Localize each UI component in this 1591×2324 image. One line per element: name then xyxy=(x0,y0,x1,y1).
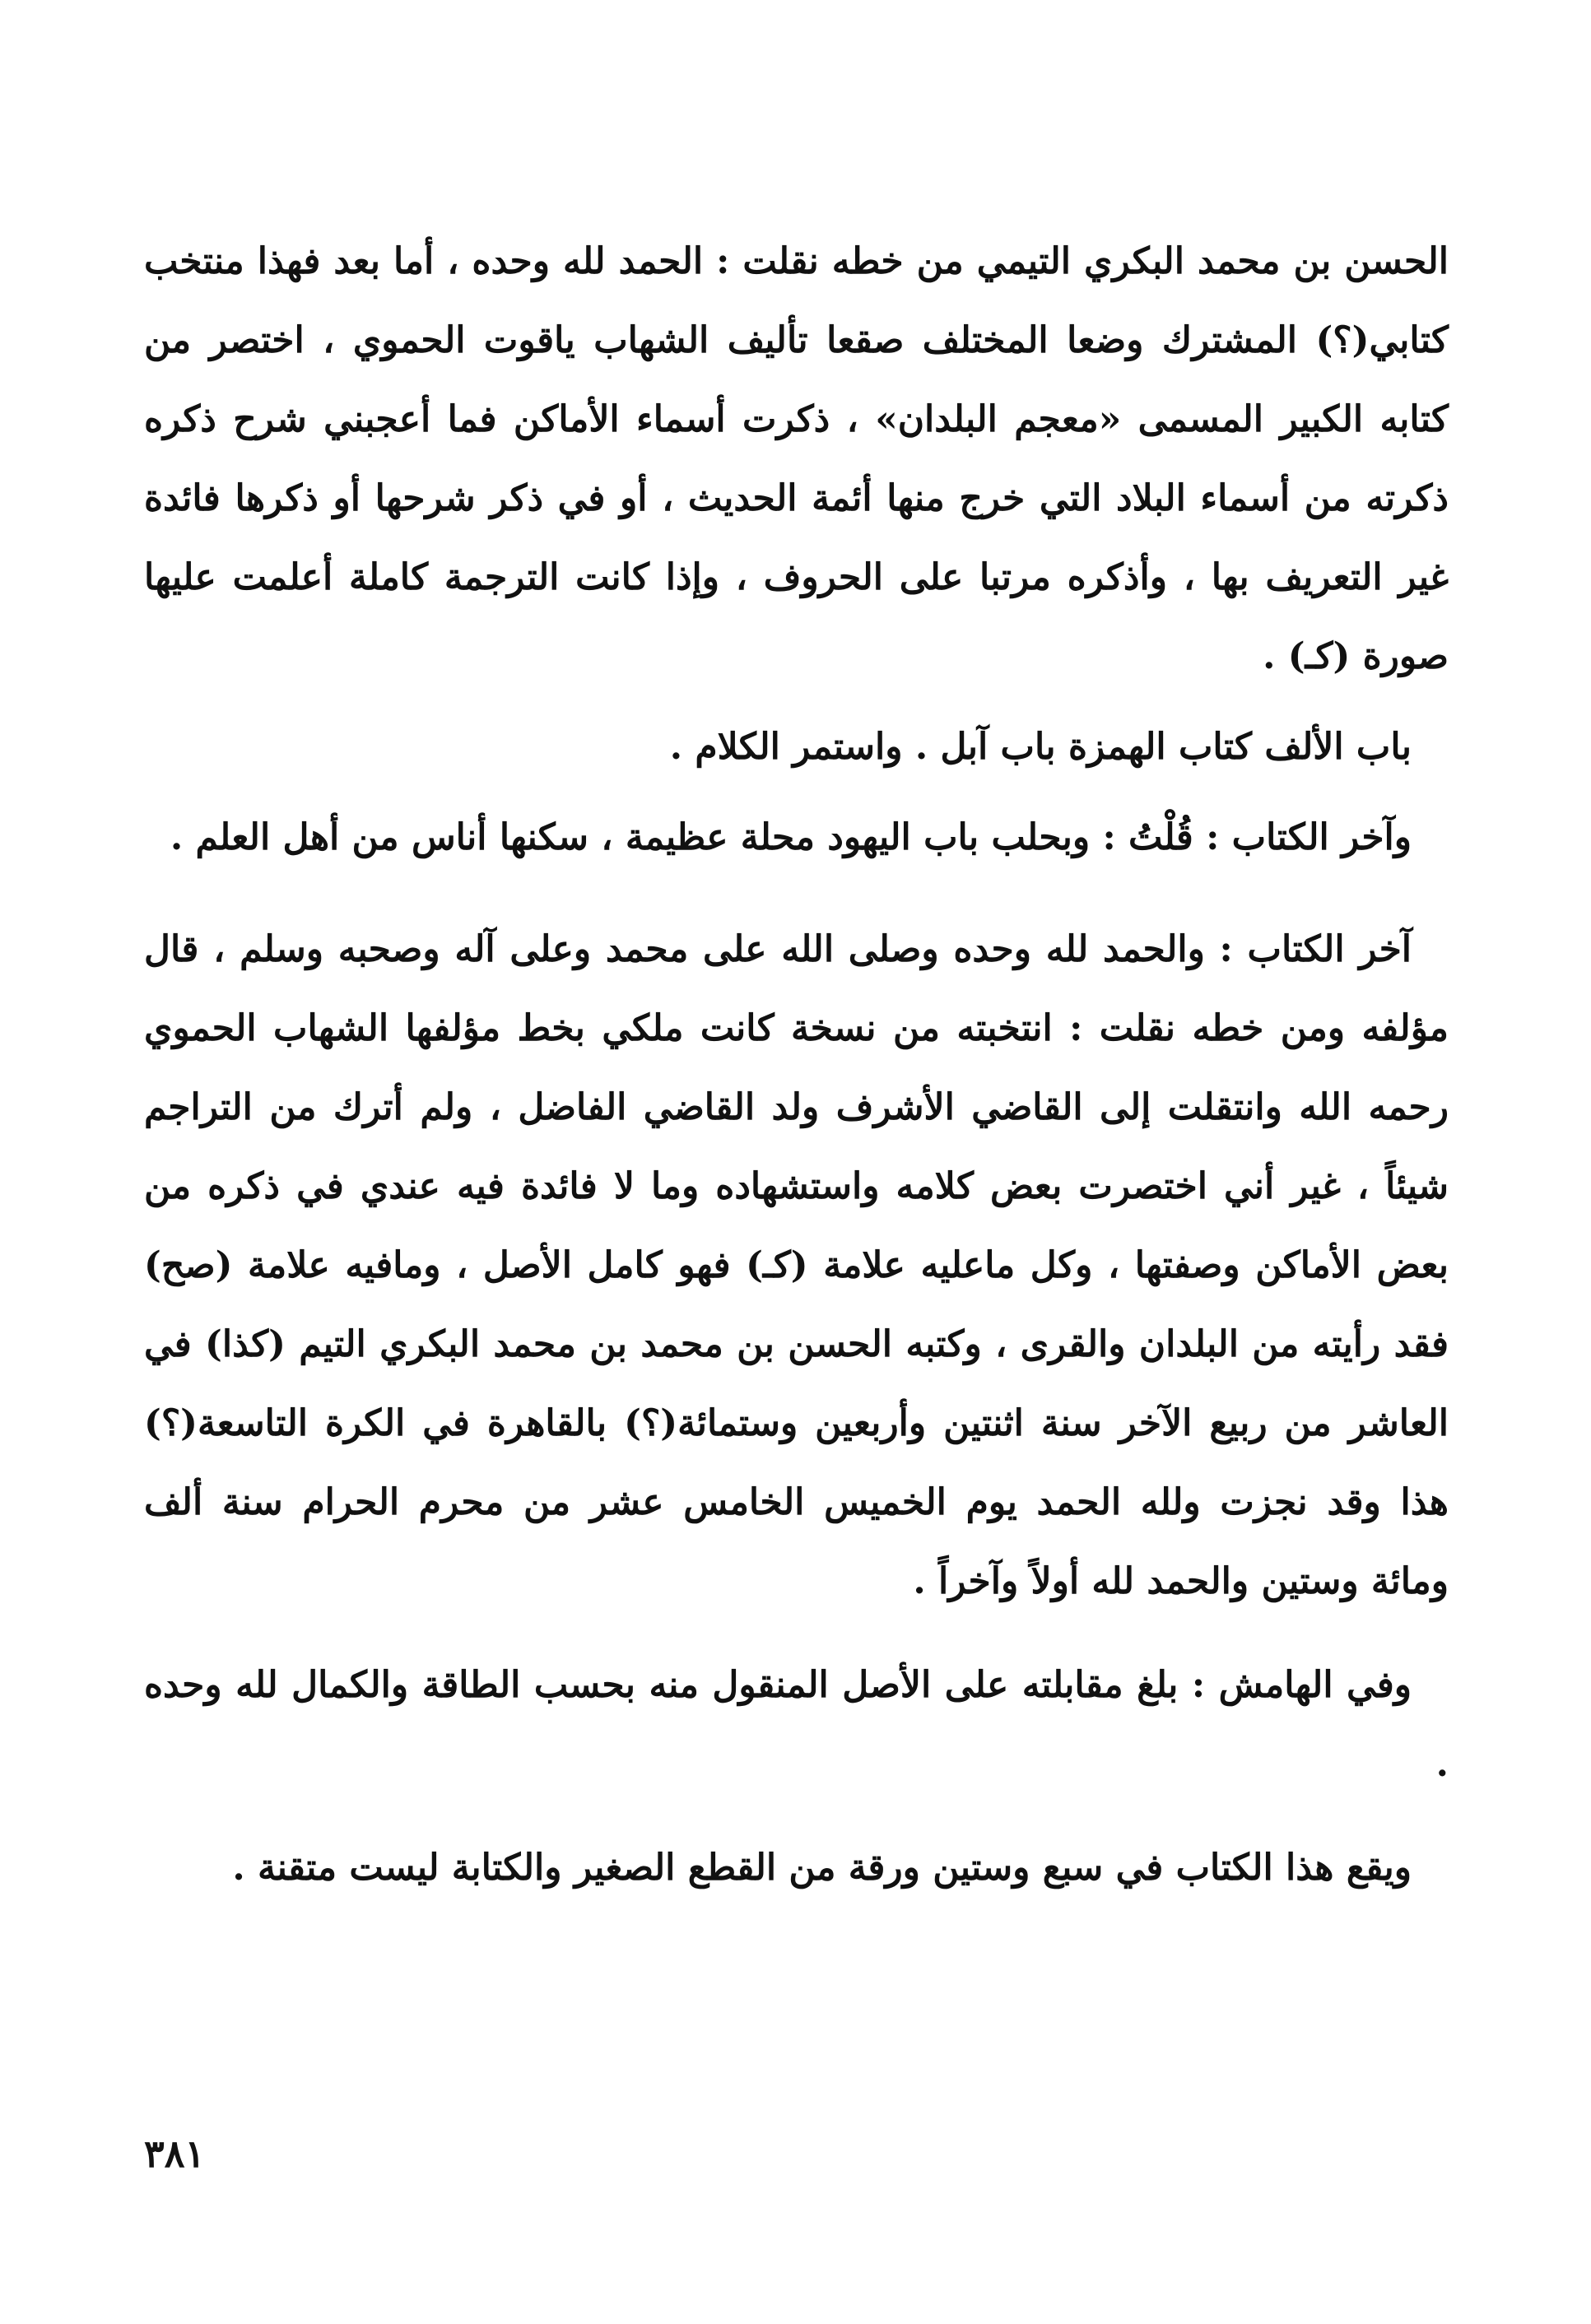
paragraph-margin-note: وفي الهامش : بلغ مقابلته على الأصل المنقول منه بحسب الطاقة والكمال لله وحده . xyxy=(144,1664,1449,1785)
body-text xyxy=(144,222,1449,1908)
paragraph-description: ويقع هذا الكتاب في سبع وستين ورقة من القطع الصغير والكتابة ليست متقنة . xyxy=(232,1847,1412,1889)
paragraph-colophon: آخر الكتاب : والحمد لله وحده وصلى الله على محمد وعلى آله وصحبه وسلم ، قال مؤلفه ومن خطه نقلت : انتخبته من نسخة كانت ملكي بخط مؤلفها الشهاب الحموي رحمه الله وانتقلت إلى القاضي الأشرف ولد القاضي الفاضل ، ولم أترك من التراجم شيئاً ، غير أني اختصرت بعض كلامه واستشهاده وما لا فائدة فيه عندي في ذكره من بعض الأماكن وصفتها ، وكل ماعليه علامة (كـ) فهو كامل الأصل ، ومافيه علامة (صح) فقد رأيته من البلدان والقرى ، وكتبه الحسن بن محمد بن محمد البكري التيم (كذا) في العاشر من ربيع الآخر سنة اثنتين وأربعين وستمائة(؟) بالقاهرة في الكرة التاسعة(؟) هذا وقد نجزت ولله الحمد يوم الخميس الخامس عشر من محرم الحرام سنة ألف ومائة وستين والحمد لله أولاً وآخراً . xyxy=(144,928,1449,1602)
paragraph-chapter-start: باب الألف كتاب الهمزة باب آبل . واستمر الكلام . xyxy=(669,726,1412,768)
paragraph-intro: الحسن بن محمد البكري التيمي من خطه نقلت : الحمد لله وحده ، أما بعد فهذا منتخب كتابي(؟) المشترك وضعا المختلف صقعا تأليف الشهاب ياقوت الحموي ، اختصر من كتابه الكبير المسمى «معجم البلدان» ، ذكرت أسماء الأماكن فما أعجبني شرح ذكره ذكرته من أسماء البلاد التي خرج منها أئمة الحديث ، أو في ذكر شرحها أو ذكرها فائدة غير التعريف بها ، وأذكره مرتبا على الحروف ، وإذا كانت الترجمة كاملة أعلمت عليها صورة (كـ) . xyxy=(144,240,1449,677)
paragraph-book-end-note: وآخر الكتاب : قُلْتُ : وبحلب باب اليهود محلة عظيمة ، سكنها أناس من أهل العلم . xyxy=(170,816,1412,858)
page-number: ٣٨١ xyxy=(144,2131,206,2176)
